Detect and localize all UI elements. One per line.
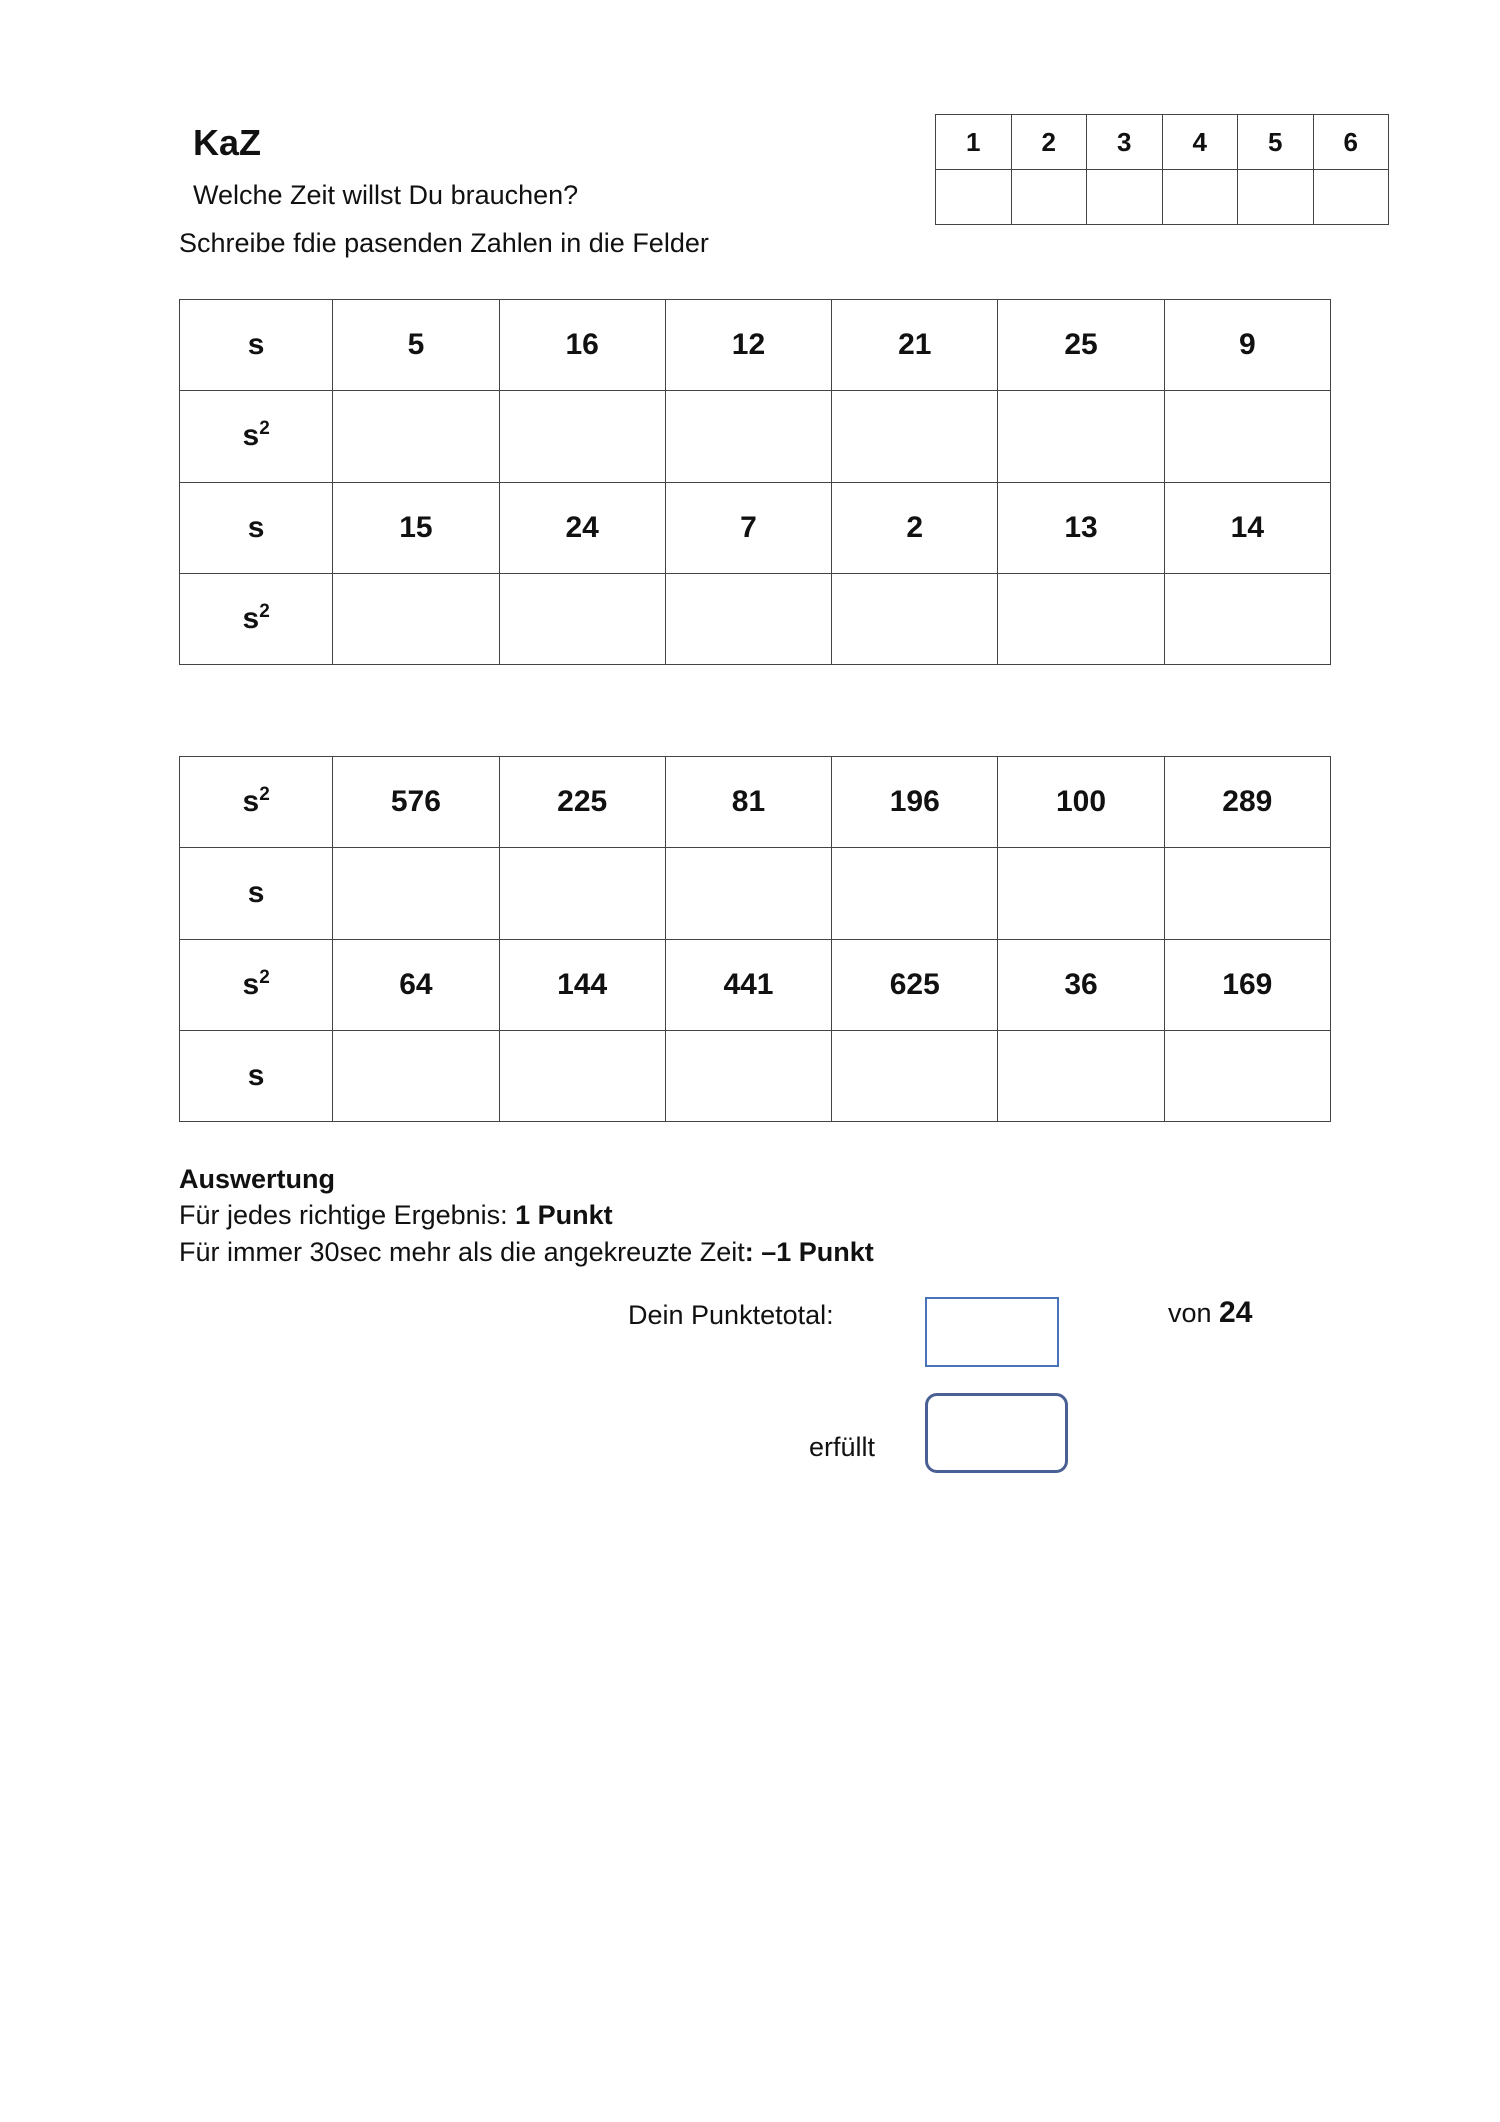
label-exponent: 2 [259, 966, 270, 988]
value-cell: 7 [665, 482, 831, 573]
value-cell: 576 [333, 757, 499, 848]
answer-cell[interactable] [1164, 573, 1330, 664]
instruction-text: Schreibe fdie pasenden Zahlen in die Felder [179, 228, 709, 258]
time-checkbox-3[interactable] [1087, 170, 1163, 225]
value-cell: 36 [998, 939, 1164, 1030]
time-option-5: 5 [1238, 115, 1314, 170]
answer-cell[interactable] [1164, 1030, 1330, 1121]
fulfilled-label: erfüllt [809, 1432, 876, 1462]
time-options-row [936, 115, 1389, 170]
label-exponent: 2 [259, 600, 270, 622]
time-option-3: 3 [1087, 115, 1163, 170]
value-cell: 81 [665, 757, 831, 848]
answer-cell[interactable] [998, 1030, 1164, 1121]
label-exponent: 2 [259, 784, 270, 806]
row-label-s-squared [180, 573, 333, 664]
rule-text: Für immer 30sec mehr als die angekreuzte Zeit [179, 1237, 745, 1267]
answer-cell[interactable] [665, 848, 831, 939]
table-row [180, 848, 1331, 939]
answer-cell[interactable] [832, 1030, 998, 1121]
evaluation-rule-correct [179, 1200, 613, 1231]
value-cell: 144 [499, 939, 665, 1030]
answer-cell[interactable] [499, 391, 665, 482]
time-checkbox-row [936, 170, 1389, 225]
answer-cell[interactable] [333, 848, 499, 939]
answer-cell[interactable] [665, 573, 831, 664]
time-option-2: 2 [1011, 115, 1087, 170]
time-checkbox-4[interactable] [1162, 170, 1238, 225]
label-exponent: 2 [259, 418, 270, 440]
points-total-field[interactable] [925, 1297, 1059, 1367]
page-title: KaZ [193, 122, 262, 163]
value-cell: 5 [333, 300, 499, 391]
time-option-1: 1 [936, 115, 1012, 170]
label-base: s [242, 967, 260, 1001]
roots-table [179, 756, 1331, 1122]
answer-cell[interactable] [1164, 848, 1330, 939]
evaluation-rule-time [179, 1237, 874, 1268]
value-cell: 289 [1164, 757, 1330, 848]
row-label-s: s [180, 848, 333, 939]
value-cell: 100 [998, 757, 1164, 848]
answer-cell[interactable] [832, 848, 998, 939]
table-row [180, 757, 1331, 848]
table-row [180, 300, 1331, 391]
rule-points: : –1 Punkt [744, 1237, 874, 1267]
value-cell: 441 [665, 939, 831, 1030]
max-points: 24 [1219, 1296, 1253, 1329]
answer-cell[interactable] [832, 573, 998, 664]
table-row [180, 391, 1331, 482]
table-row [180, 482, 1331, 573]
value-cell: 16 [499, 300, 665, 391]
value-cell: 196 [832, 757, 998, 848]
time-option-4: 4 [1162, 115, 1238, 170]
value-cell: 9 [1164, 300, 1330, 391]
answer-cell[interactable] [832, 391, 998, 482]
value-cell: 15 [333, 482, 499, 573]
value-cell: 225 [499, 757, 665, 848]
time-checkbox-6[interactable] [1313, 170, 1389, 225]
value-cell: 12 [665, 300, 831, 391]
time-checkbox-5[interactable] [1238, 170, 1314, 225]
value-cell: 13 [998, 482, 1164, 573]
squares-table [179, 299, 1331, 665]
of-text: von [1168, 1298, 1220, 1328]
value-cell: 64 [333, 939, 499, 1030]
table-row [180, 573, 1331, 664]
time-checkbox-1[interactable] [936, 170, 1012, 225]
row-label-s: s [180, 1030, 333, 1121]
answer-cell[interactable] [333, 1030, 499, 1121]
answer-cell[interactable] [1164, 391, 1330, 482]
answer-cell[interactable] [665, 1030, 831, 1121]
answer-cell[interactable] [499, 573, 665, 664]
row-label-s-squared [180, 391, 333, 482]
row-label-s-squared [180, 939, 333, 1030]
rule-text: Für jedes richtige Ergebnis: [179, 1200, 516, 1230]
value-cell: 169 [1164, 939, 1330, 1030]
label-base: s [242, 601, 260, 635]
value-cell: 24 [499, 482, 665, 573]
question-text: Welche Zeit willst Du brauchen? [193, 180, 579, 210]
value-cell: 2 [832, 482, 998, 573]
answer-cell[interactable] [499, 848, 665, 939]
answer-cell[interactable] [998, 573, 1164, 664]
points-max-label [1168, 1296, 1252, 1330]
row-label-s: s [180, 300, 333, 391]
table-row [180, 1030, 1331, 1121]
answer-cell[interactable] [499, 1030, 665, 1121]
time-option-6: 6 [1313, 115, 1389, 170]
fulfilled-field[interactable] [925, 1393, 1068, 1473]
answer-cell[interactable] [333, 391, 499, 482]
value-cell: 21 [832, 300, 998, 391]
evaluation-heading: Auswertung [179, 1164, 336, 1194]
time-selection-table [935, 114, 1389, 225]
row-label-s-squared [180, 757, 333, 848]
answer-cell[interactable] [333, 573, 499, 664]
row-label-s: s [180, 482, 333, 573]
answer-cell[interactable] [998, 848, 1164, 939]
value-cell: 14 [1164, 482, 1330, 573]
value-cell: 625 [832, 939, 998, 1030]
time-checkbox-2[interactable] [1011, 170, 1087, 225]
table-row [180, 939, 1331, 1030]
label-base: s [242, 419, 260, 453]
points-total-label: Dein Punktetotal: [628, 1300, 834, 1330]
label-base: s [242, 785, 260, 819]
answer-cell[interactable] [998, 391, 1164, 482]
answer-cell[interactable] [665, 391, 831, 482]
value-cell: 25 [998, 300, 1164, 391]
rule-points: 1 Punkt [515, 1200, 613, 1230]
